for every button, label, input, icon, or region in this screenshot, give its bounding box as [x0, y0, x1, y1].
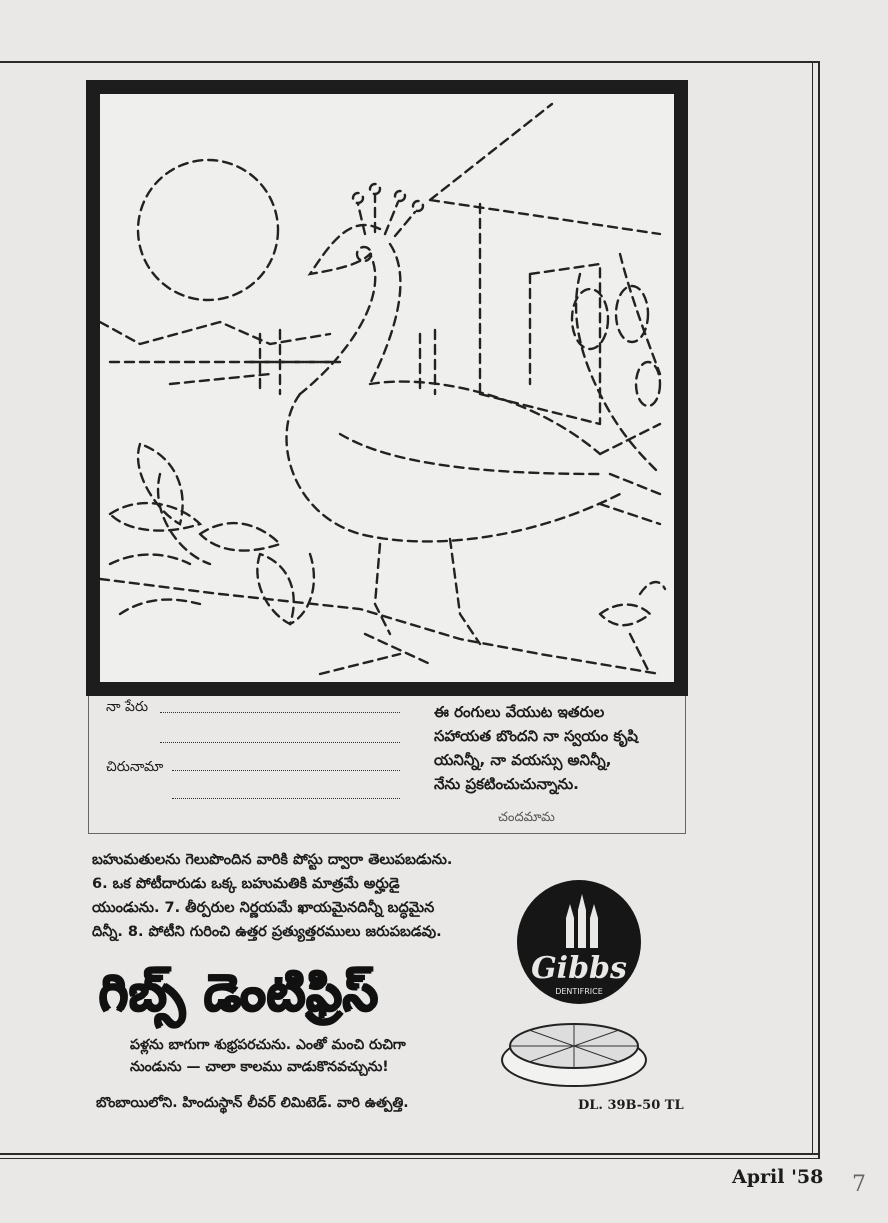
roof-outline — [430, 104, 660, 234]
rules-line: బహుమతులను గెలుపొందిన వారికి పోస్టు ద్వారా తెలుపబడును. — [92, 852, 453, 868]
gibbs-logo — [494, 880, 674, 1100]
rules-line: దిన్నీ. 8. పోటీని గురించి ఉత్తర ప్రత్యుత్తరములు జరుపబడవు. — [92, 924, 442, 940]
declaration-line: యనిన్నీ, నా వయస్సు అనిన్నీ, — [434, 751, 612, 769]
peacock-outline-drawing — [100, 94, 674, 682]
ad-manufacturer: బొంబాయిలోని. హిందుస్థాన్ లీవర్ లిమిటెడ్. వారి ఉత్పత్తి. — [96, 1095, 409, 1111]
hills-outline — [100, 322, 340, 384]
issue-date: April '58 — [732, 1166, 824, 1188]
house-outline — [480, 204, 600, 424]
rules-line: 6. ఒక పోటీదారుడు ఒక్క బహుమతికి మాత్రమే అర్హుడై — [92, 876, 400, 892]
right-rule-outer — [818, 61, 820, 1159]
peacock-legs-outline — [365, 539, 480, 664]
declaration-line: సహాయత బొందని నా స్వయం కృషి — [434, 727, 638, 745]
peacock-crest-outline — [358, 194, 415, 236]
peacock-body-outline — [287, 382, 621, 542]
bottom-rule-inner — [0, 1158, 820, 1159]
peacock-tail-outline — [576, 254, 660, 524]
declaration-line: ఈ రంగులు వేయుట ఇతరుల — [434, 703, 605, 721]
bottom-rule — [0, 1153, 820, 1155]
branch-outline — [100, 579, 660, 674]
rules-line: యుండును. 7. తీర్పరుల నిర్ణయమే ఖాయమైనదిన్నీ బద్ధమైన — [92, 900, 435, 916]
address-field-second-line[interactable] — [172, 798, 400, 799]
address-label: చిరునామా — [106, 759, 164, 775]
gibbs-logo-wordmark: Gibbs — [531, 951, 627, 986]
name-label: నా పేరు — [106, 699, 149, 715]
name-field-second-line[interactable] — [160, 742, 400, 743]
coloring-picture-frame — [86, 80, 688, 696]
leaves-right-outline — [600, 582, 665, 674]
declaration-text — [434, 700, 638, 796]
address-field[interactable] — [172, 770, 400, 771]
ad-brand-name: గిబ్స్ డెంటిఫ్రిస్ — [98, 963, 379, 1021]
leaves-middle-outline — [257, 554, 314, 624]
gibbs-logo-subtext: DENTIFRICE — [555, 987, 603, 996]
page-number-mark: 7 — [852, 1172, 866, 1197]
declaration-line: నేను ప్రకటించుచున్నాను. — [434, 775, 579, 793]
ad-tagline — [130, 1034, 406, 1078]
signature: చందమామ — [498, 810, 555, 825]
peacock-neck-outline — [300, 225, 400, 394]
name-field[interactable] — [160, 712, 400, 713]
ad-code: DL. 39B-50 TL — [578, 1098, 684, 1113]
ad-tagline-line: పళ్లను బాగుగా శుభ్రపరచును. ఎంతో మంచి రుచిగా — [130, 1037, 406, 1053]
contest-rules — [92, 848, 452, 944]
ad-tagline-line: నుండును — చాలా కాలము వాడుకొనవచ్చును! — [130, 1059, 389, 1075]
right-rule-inner — [812, 61, 813, 1153]
sun-outline — [138, 160, 278, 300]
top-rule — [0, 61, 820, 63]
leaves-left-outline — [110, 444, 280, 614]
